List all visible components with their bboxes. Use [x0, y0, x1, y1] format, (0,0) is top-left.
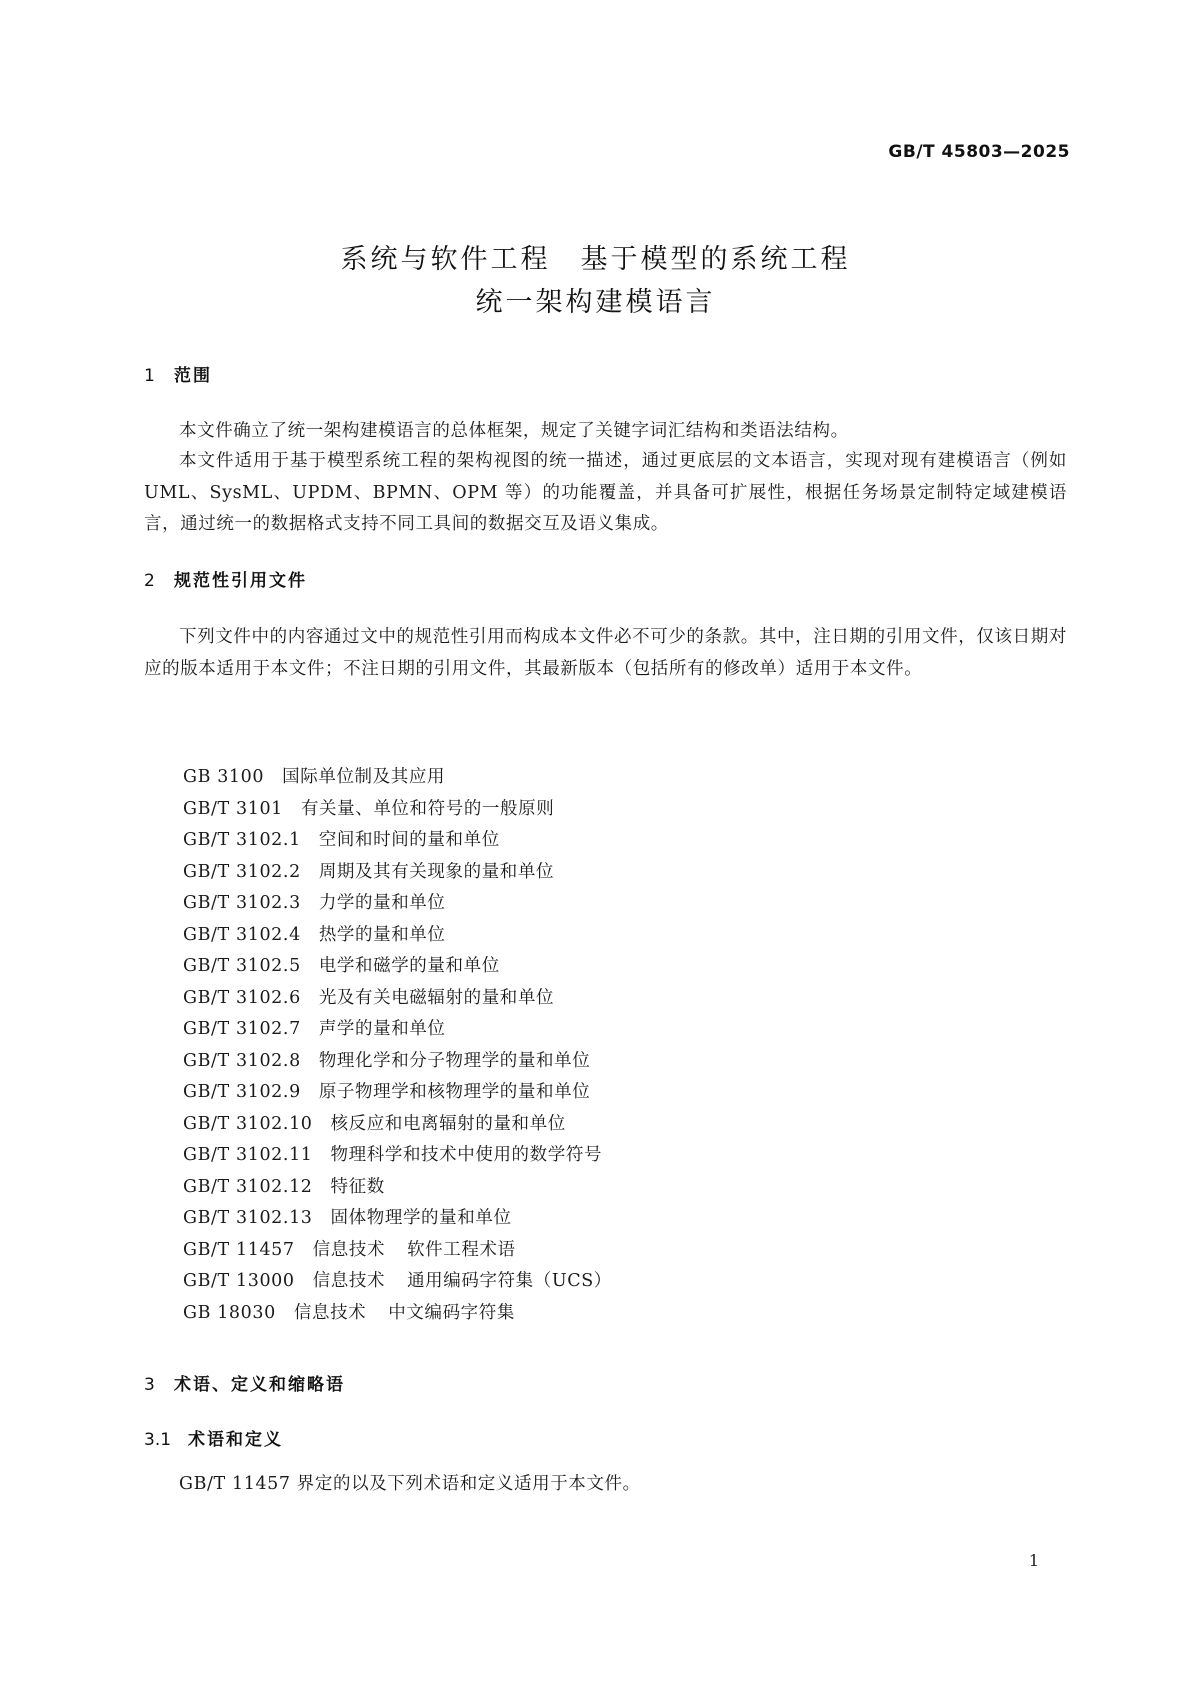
- reference-item: GB/T 3102.9 原子物理学和核物理学的量和单位: [183, 1082, 591, 1102]
- reference-item: GB/T 3102.6 光及有关电磁辐射的量和单位: [183, 987, 555, 1008]
- reference-item: GB/T 3102.13 固体物理学的量和单位: [183, 1208, 512, 1228]
- section-1-paragraph-1: 本文件确立了统一架构建模语言的总体框架，规定了关键字词汇结构和类语法结构。: [179, 421, 849, 441]
- reference-item: GB/T 3102.4 热学的量和单位: [183, 924, 446, 945]
- document-title-line-1: [0, 244, 1191, 276]
- reference-item: GB/T 11457 信息技术 软件工程术语: [183, 1239, 516, 1260]
- reference-item: GB 18030 信息技术 中文编码字符集: [183, 1302, 515, 1323]
- section-title: 规范性引用文件: [174, 571, 307, 591]
- normative-references-list: [183, 762, 612, 1329]
- section-3-heading: [144, 1370, 345, 1395]
- reference-item: GB/T 3102.12 特征数: [183, 1176, 385, 1197]
- reference-item: GB/T 3102.5 电学和磁学的量和单位: [183, 956, 500, 976]
- reference-item: GB/T 3102.1 空间和时间的量和单位: [183, 830, 500, 850]
- section-1-heading: [144, 361, 212, 386]
- section-3-1-heading: [144, 1425, 283, 1450]
- reference-item: GB/T 3102.2 周期及其有关现象的量和单位: [183, 861, 555, 882]
- section-title: 术语和定义: [188, 1430, 283, 1450]
- section-2-heading: [144, 566, 307, 591]
- reference-item: GB/T 3102.10 核反应和电离辐射的量和单位: [183, 1113, 566, 1134]
- reference-item: GB/T 13000 信息技术 通用编码字符集（UCS）: [183, 1271, 612, 1291]
- section-number: 2: [144, 571, 155, 591]
- reference-item: GB 3100 国际单位制及其应用: [183, 767, 446, 787]
- section-title: 术语、定义和缩略语: [174, 1375, 345, 1395]
- section-number: 1: [144, 366, 155, 386]
- section-number: 3: [144, 1375, 155, 1395]
- page-number: 1: [1028, 1551, 1039, 1570]
- reference-item: GB/T 3102.3 力学的量和单位: [183, 893, 446, 913]
- section-number: 3.1: [144, 1430, 172, 1450]
- reference-item: GB/T 3102.11 物理科学和技术中使用的数学符号: [183, 1145, 603, 1165]
- standard-code: GB/T 45803—2025: [888, 142, 1070, 162]
- title-part-2: 基于模型的系统工程: [580, 244, 851, 275]
- section-2-intro: 下列文件中的内容通过文中的规范性引用而构成本文件必不可少的条款。其中，注日期的引用文件，仅该日期对应的版本适用于本文件；不注日期的引用文件，其最新版本（包括所有的修改单）适用于本文件。: [144, 627, 1067, 679]
- section-3-1-paragraph: GB/T 11457 界定的以及下列术语和定义适用于本文件。: [179, 1474, 641, 1494]
- reference-item: GB/T 3101 有关量、单位和符号的一般原则: [183, 798, 555, 819]
- reference-item: GB/T 3102.8 物理化学和分子物理学的量和单位: [183, 1050, 591, 1071]
- section-title: 范围: [174, 366, 212, 386]
- document-title-line-2: 统一架构建模语言: [475, 287, 716, 318]
- title-part-1: 系统与软件工程: [340, 244, 551, 275]
- reference-item: GB/T 3102.7 声学的量和单位: [183, 1019, 446, 1039]
- section-1-paragraph-2: 本文件适用于基于模型系统工程的架构视图的统一描述，通过更底层的文本语言，实现对现有建模语言（例如 UML、SysML、UPDM、BPMN、OPM 等）的功能覆盖，并具备可扩展性，根据任务场景定制特定域建模语言，通过统一的数据格式支持不同工具间的数据交互及语义集成。: [144, 451, 1067, 534]
